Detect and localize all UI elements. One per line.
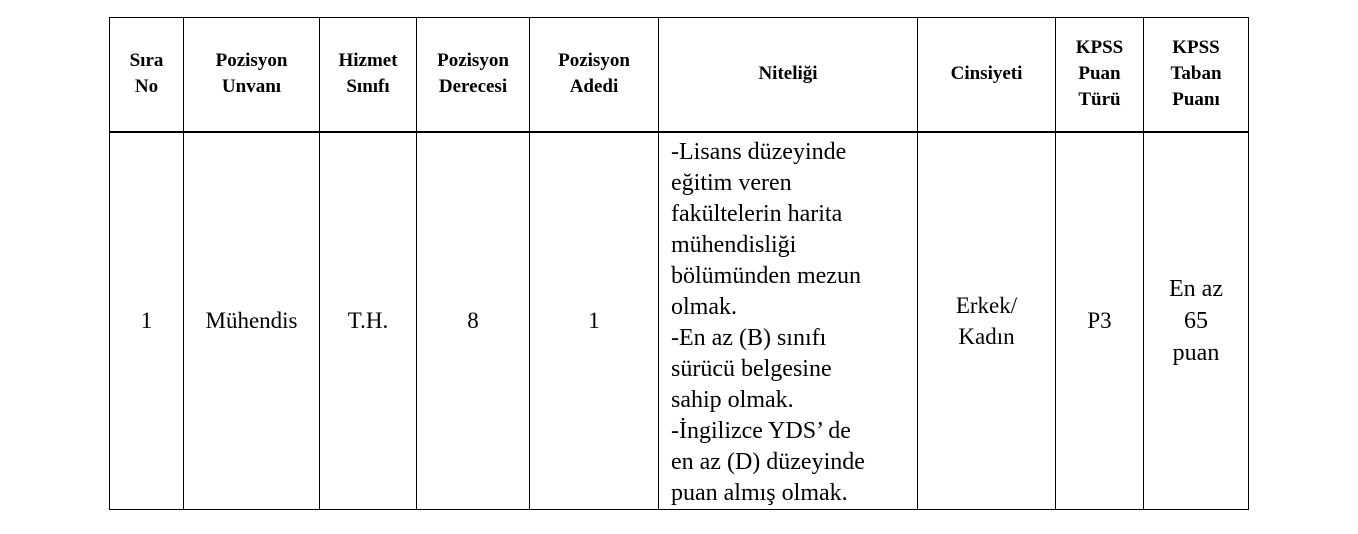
header-text: KPSS [1075,37,1124,59]
cell-kpss-puan-turu: P3 [1056,132,1144,510]
header-text: Sıra [129,50,164,72]
header-text: Unvanı [221,76,282,98]
header-text: Adedi [569,76,619,98]
header-text: Pozisyon [215,50,288,72]
header-niteligi [659,18,918,132]
header-sira-no [110,18,184,132]
cell-pozisyon-adedi: 1 [530,132,659,510]
nitelik-line: fakültelerin harita [671,200,843,227]
header-hizmet-sinifi [320,18,417,132]
taban-puan-line: 65 [1184,307,1208,334]
header-row [110,18,1249,132]
taban-puan-line: puan [1172,339,1220,366]
table-row [110,132,1249,510]
taban-puan-line: En az [1169,275,1223,302]
nitelik-line: sürücü belgesine [671,355,832,382]
header-text: Puanı [1172,89,1220,111]
cinsiyet-line: Kadın [958,323,1015,349]
nitelik-line: olmak. [671,293,737,320]
nitelik-line: en az (D) düzeyinde [671,448,865,475]
cell-kpss-taban-puani [1144,132,1249,510]
nitelik-line: bölümünden mezun [671,262,861,289]
header-text: Niteliği [758,63,818,85]
header-text: Türü [1078,89,1121,111]
header-pozisyon-derecesi [417,18,530,132]
nitelik-line: eğitim veren [671,169,792,196]
header-text: Derecesi [438,76,508,98]
cell-sira-no: 1 [110,132,184,510]
header-pozisyon-unvani [184,18,320,132]
position-table [109,17,1249,510]
nitelik-line: puan almış olmak. [671,479,848,506]
nitelik-line: -İngilizce YDS’ de [671,417,851,444]
header-text: No [134,76,159,98]
cell-hizmet-sinifi: T.H. [320,132,417,510]
nitelik-line: -En az (B) sınıfı [671,324,827,351]
cinsiyet-line: Erkek/ [955,292,1018,318]
cell-cinsiyeti [918,132,1056,510]
nitelik-line: -Lisans düzeyinde [671,138,847,165]
cell-niteligi [659,132,918,510]
header-text: Taban [1170,63,1222,85]
header-text: Pozisyon [558,50,630,72]
header-text: Pozisyon [437,50,509,72]
header-text: KPSS [1172,37,1220,59]
header-pozisyon-adedi [530,18,659,132]
header-text: Puan [1078,63,1121,85]
nitelik-line: sahip olmak. [671,386,794,413]
header-kpss-puan-turu [1056,18,1144,132]
header-text: Hizmet [338,50,398,72]
header-cinsiyeti [918,18,1056,132]
header-text: Cinsiyeti [950,63,1023,85]
header-kpss-taban-puani [1144,18,1249,132]
cell-pozisyon-derecesi: 8 [417,132,530,510]
header-text: Sınıfı [346,76,390,98]
cell-pozisyon-unvani: Mühendis [184,132,320,510]
nitelik-line: mühendisliği [671,231,797,258]
